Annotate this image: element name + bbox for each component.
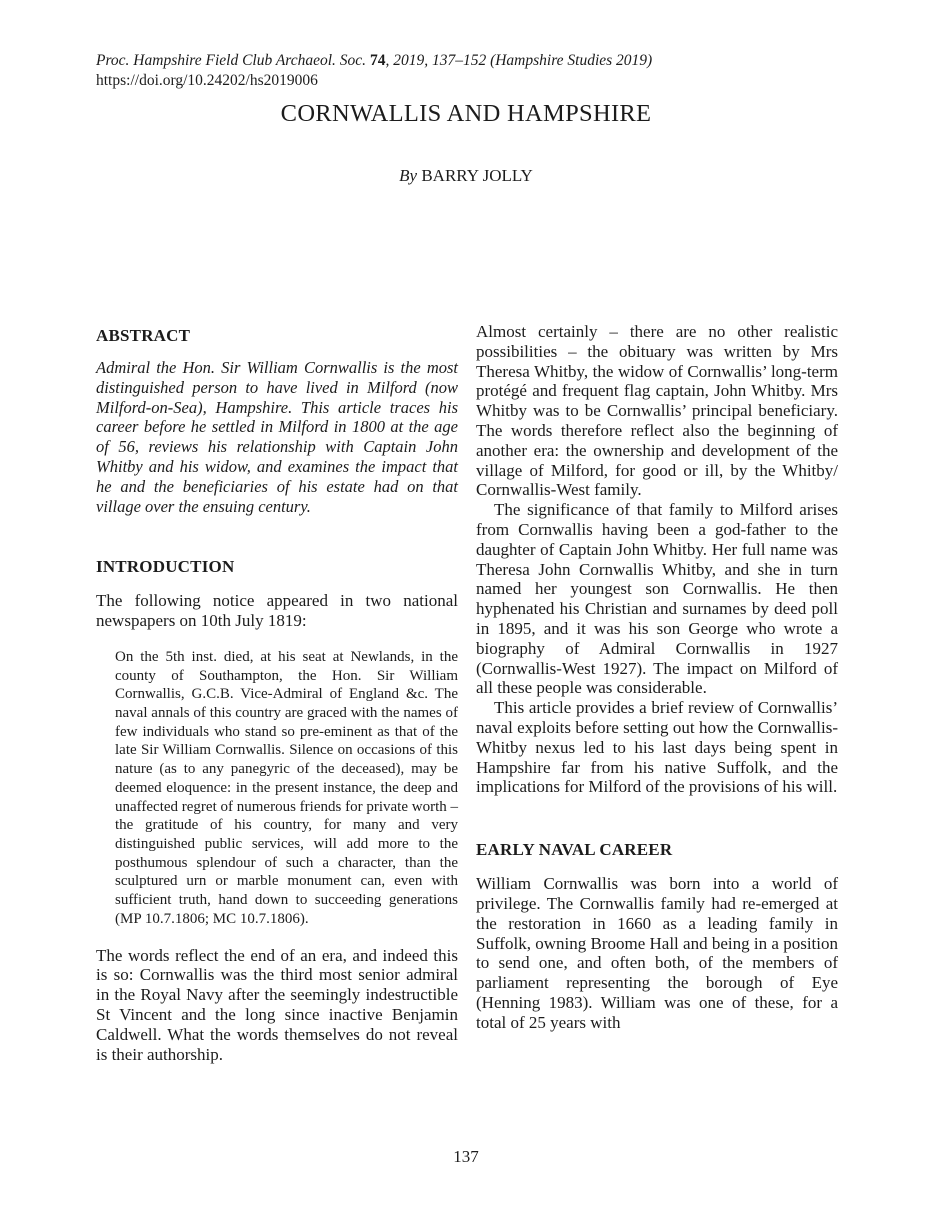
introduction-paragraph: The words reflect the end of an era, and indeed this is so: Cornwallis was the third most senior admiral in the Royal Navy after the seemingly indestructible St Vincent and the long since inactive Benjamin Caldwell. What the words themselves do not reveal is their authorship.: [96, 945, 458, 1064]
doi-link[interactable]: https://doi.org/10.24202/hs2019006: [96, 72, 318, 89]
introduction-continuation: Almost certainly – there are no other realistic possibilities – the obituary was written by Mrs Theresa Whitby, the widow of Cornwallis’ long-term protégé and frequent flag captain, John Whitby. Mrs Whitby was to be Cornwallis’ principal beneficiary. The words therefore reflect also the beginning of another era: the ownership and development of the village of Milford, for good or ill, by the Whitby/ Cornwallis-West family.: [476, 322, 838, 500]
volume-number: 74: [369, 52, 386, 69]
page-number: 137: [453, 1147, 479, 1166]
abstract-heading: ABSTRACT: [96, 326, 191, 345]
byline: [0, 166, 932, 186]
by-label: By: [399, 166, 418, 185]
left-column: [96, 322, 458, 1064]
early-career-heading: EARLY NAVAL CAREER: [476, 840, 673, 860]
journal-citation: [96, 52, 652, 70]
right-column: [476, 322, 838, 1033]
obituary-quote: On the 5th inst. died, at his seat at Newlands, in the county of Southampton, the Hon. Sir William Cornwallis, G.C.B. Vice-Admiral of England &c. The naval annals of this country are graced with the names of few individuals who stand so pre-eminent as that of the late Sir William Cornwallis. Silence on occasions of this nature (as to any panegyric of the deceased), may be deemed eloquence: in the present instance, the deep and unaffected regret of numerous friends for private worth – the gratitude of his country, for many and very distinguished public services, will add more to the posthumous splendour of such a character, than the sculptured urn or marble monument can, even with sufficient truth, hand down to succeeding generations (MP 10.7.1806; MC 10.7.1806).: [115, 648, 458, 927]
article-title: CORNWALLIS AND HAMPSHIRE: [280, 100, 652, 127]
author-name: BARRY JOLLY: [421, 166, 533, 185]
citation-prefix: Proc. Hampshire Field Club Archaeol. Soc.: [96, 52, 367, 69]
citation-suffix: , 2019, 137–152 (Hampshire Studies 2019): [385, 52, 653, 69]
introduction-heading: INTRODUCTION: [96, 557, 235, 577]
early-career-paragraph: William Cornwallis was born into a world of privilege. The Cornwallis family had re-emerged at the restoration in 1660 as a leading family in Suffolk, owning Broome Hall and being in a position to send one, and often both, of the members of parliament representing the borough of Eye (Henning 1983). William was one of these, for a total of 25 years with: [476, 874, 838, 1032]
introduction-lead: The following notice appeared in two national newspapers on 10th July 1819:: [96, 591, 458, 631]
abstract-text: Admiral the Hon. Sir William Cornwallis is the most distinguished person to have lived in Milford (now Milford-on-Sea), Hampshire. This article traces his career before he settled in Milford in 1800 at the age of 56, reviews his relationship with Captain John Whitby and his widow, and examines the impact that he and the beneficiaries of his estate had on that village over the ensuing century.: [96, 358, 458, 516]
introduction-paragraph-2: The significance of that family to Milford arises from Cornwallis having been a god-father to the daughter of Captain John Whitby. Her full name was Theresa John Cornwallis Whitby, and she in turn named her youngest son Cornwallis. He then hyphenated his Christian and surnames by deed poll in 1895, and it was his son George who wrote a biography of Admiral Cornwallis in 1927 (Cornwallis-West 1927). The impact on Milford of all these people was considerable.: [476, 500, 838, 698]
introduction-paragraph-3: This article provides a brief review of Cornwallis’ naval exploits before setting out how the Cornwallis-Whitby nexus led to his last days being spent in Hampshire far from his native Suffolk, and the implications for Milford of the provisions of his will.: [476, 698, 838, 797]
